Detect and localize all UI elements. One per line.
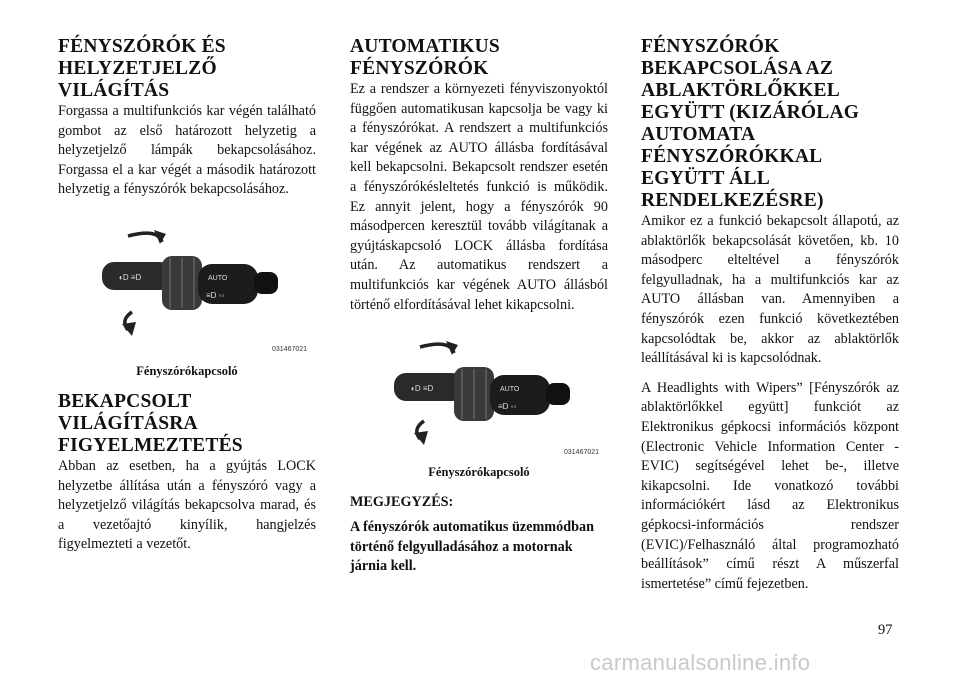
figure-headlight-switch-1	[58, 228, 316, 360]
figure-code: 031467021	[564, 449, 600, 457]
svg-text:◖D ≡D: ◖D ≡D	[118, 272, 142, 282]
svg-text:◖D ≡D: ◖D ≡D	[410, 384, 434, 394]
figure-code: 031467021	[272, 345, 308, 353]
watermark: carmanualsonline.info	[590, 650, 811, 675]
note-body: A fényszórók automatikus üzemmódban történő felgyulladásához a motornak járnia kell.	[350, 519, 594, 575]
column-2	[350, 36, 608, 577]
figure-caption: Fényszórókapcsoló	[136, 363, 238, 378]
figure-headlight-switch-2	[350, 339, 608, 461]
paragraph-headlights-with-wipers: Amikor ez a funkció bekapcsolt állapotú, az ablaktörlők bekapcsolását követően, kb. 10 másodperc elteltével a fényszórók felgyulladnak, ha a multifunkciós kar az AUTO állásban van. Amennyiben a fényszórók ezen funkció következtében kapcsolódtak be, akkor az ablaktörlők leállításával ki is kapcsolódnak.	[641, 213, 899, 367]
section-heading-lights-on-reminder: BEKAPCSOLT VILÁGÍTÁSRA FIGYELMEZTETÉS	[58, 390, 243, 456]
section-heading-automatic-headlights: AUTOMATIKUS FÉNYSZÓRÓK	[350, 36, 500, 79]
figure-caption: Fényszórókapcsoló	[428, 465, 530, 480]
headlight-switch-illustration	[58, 228, 316, 340]
section-heading-headlights-parking: FÉNYSZÓRÓK ÉS HELYZETJELZŐ VILÁGÍTÁS	[58, 36, 226, 101]
paragraph-lights-on-reminder: Abban az esetben, ha a gyújtás LOCK helyzetbe állítása után a fényszóró vagy a helyzetjelző világítás bekapcsolva marad, és a vezetőajtó kinyílik, hangjelzés figyelmezteti a vezetőt.	[58, 457, 316, 553]
column-1	[58, 36, 316, 555]
paragraph-automatic-headlights: Ez a rendszer a környezeti fényviszonyoktól függően automatikusan kapcsolja be vagy ki a fényszórókat. A rendszert a multifunkciós kar végének az AUTO állásba fordításával kell bekapcsolni. Bekapcsolt rendszer esetén a fényszórókésleltetés funkció is működik. Ez annyit jelent, hogy a fényszórók 90 másodpercen keresztül tovább világítanak a gyújtáskapcsoló LOCK állásba fordítása után. Az automatikus rendszert a multifunkciós kar végének AUTO állásból történő elfordításával lehet kikapcsolni.	[350, 81, 608, 313]
svg-text:AUTO: AUTO	[500, 386, 520, 394]
headlight-switch-illustration	[350, 339, 608, 447]
paragraph-evic-settings: A Headlights with Wipers” [Fényszórók az ablaktörlőkkel együtt] funkciót az Elektronikus gépkocsi információs központ (Electronic Vehicle Information Center - EVIC) segítségével lehet be-, illetve kikapcsolni. Ide vonatkozó további információkért lásd az Elektronikus gépkocsi-információs rendszer (EVIC)/Felhasználó által programozható beállítások” című részt A műszerfal ismertetése” című fejezetben.	[641, 379, 899, 592]
note-heading: MEGJEGYZÉS:	[350, 494, 454, 511]
section-heading-headlights-with-wipers: FÉNYSZÓRÓK BEKAPCSOLÁSA AZ ABLAKTÖRLŐKKEL EGYÜTT (KIZÁRÓLAG AUTOMATA FÉNYSZÓRÓKKAL EGYÜTT ÁLL RENDELKEZÉSRE)	[641, 36, 860, 211]
column-3	[641, 36, 899, 594]
svg-text:AUTO: AUTO	[208, 274, 228, 282]
svg-text:≡D ◦◦: ≡D ◦◦	[498, 402, 517, 412]
svg-text:≡D ◦◦: ≡D ◦◦	[206, 290, 225, 300]
paragraph-headlights-parking: Forgassa a multifunkciós kar végén található gombot az első határozott helyzetig a helyzetjelző lámpák bekapcsolásához. Forgassa el a kar végét a második határozott helyzetig a fényszórók bekapcsolásához.	[58, 103, 316, 198]
page-number: 97	[878, 622, 893, 638]
